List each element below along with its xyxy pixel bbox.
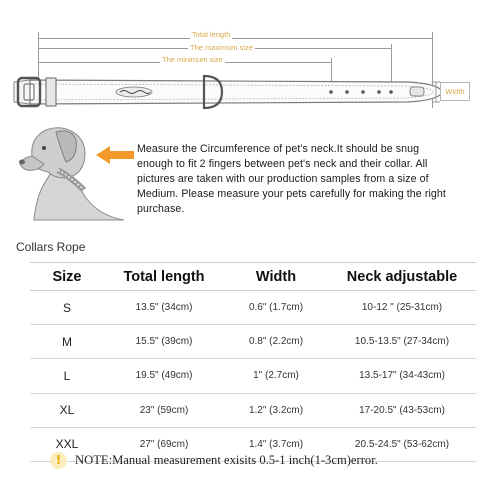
table-header-row <box>30 263 476 291</box>
table-row <box>30 359 476 393</box>
cell-width: 1.2" (3.2cm) <box>224 393 328 427</box>
header-width: Width <box>224 263 328 291</box>
cell-width: 1.4" (3.7cm) <box>224 427 328 461</box>
cell-total-length: 23" (59cm) <box>104 393 224 427</box>
cell-size: M <box>30 325 104 359</box>
dog-head-icon <box>14 118 136 222</box>
note-text: NOTE:Manual measurement exisits 0.5-1 inch(1-3cm)error. <box>75 452 378 467</box>
table-row <box>30 325 476 359</box>
header-total-length: Total length <box>104 263 224 291</box>
cell-size: XL <box>30 393 104 427</box>
cell-width: 1" (2.7cm) <box>224 359 328 393</box>
cell-width: 0.8" (2.2cm) <box>224 325 328 359</box>
cell-neck-adjustable: 17-20.5" (43-53cm) <box>328 393 476 427</box>
table-row <box>30 291 476 325</box>
cell-neck-adjustable: 10-12 " (25-31cm) <box>328 291 476 325</box>
collar-diagram <box>0 0 480 112</box>
cell-neck-adjustable: 10.5-13.5" (27-34cm) <box>328 325 476 359</box>
cell-size: S <box>30 291 104 325</box>
measurement-note <box>50 451 378 469</box>
total-length-label: Total length <box>192 30 231 39</box>
collar-icon <box>8 72 448 112</box>
cell-width: 0.6" (1.7cm) <box>224 291 328 325</box>
cell-size: L <box>30 359 104 393</box>
width-label: Width <box>440 82 470 101</box>
header-neck-adjustable: Neck adjustable <box>328 263 476 291</box>
header-size: Size <box>30 263 104 291</box>
warning-icon: ! <box>50 452 67 469</box>
cell-size: XXL <box>30 427 104 461</box>
max-size-label: The maximum size <box>190 43 253 52</box>
size-table <box>30 262 476 462</box>
cell-total-length: 13.5" (34cm) <box>104 291 224 325</box>
cell-total-length: 19.5" (49cm) <box>104 359 224 393</box>
cell-neck-adjustable: 13.5-17" (34-43cm) <box>328 359 476 393</box>
total-length-line <box>38 38 432 39</box>
cell-neck-adjustable: 20.5-24.5" (53-62cm) <box>328 427 476 461</box>
table-row <box>30 393 476 427</box>
cell-total-length: 27" (69cm) <box>104 427 224 461</box>
table-title: Collars Rope <box>16 240 86 254</box>
min-size-label: The minimum size <box>162 55 223 64</box>
cell-total-length: 15.5" (39cm) <box>104 325 224 359</box>
measure-arrow-icon <box>96 146 134 164</box>
measurement-instructions: Measure the Circumference of pet's neck.It should be snug enough to fit 2 fingers between pet's neck and their collar. All pictures are taken with our production samples from a size of Medium. Please measure your pets carefully for making the right purchase. <box>137 143 446 215</box>
